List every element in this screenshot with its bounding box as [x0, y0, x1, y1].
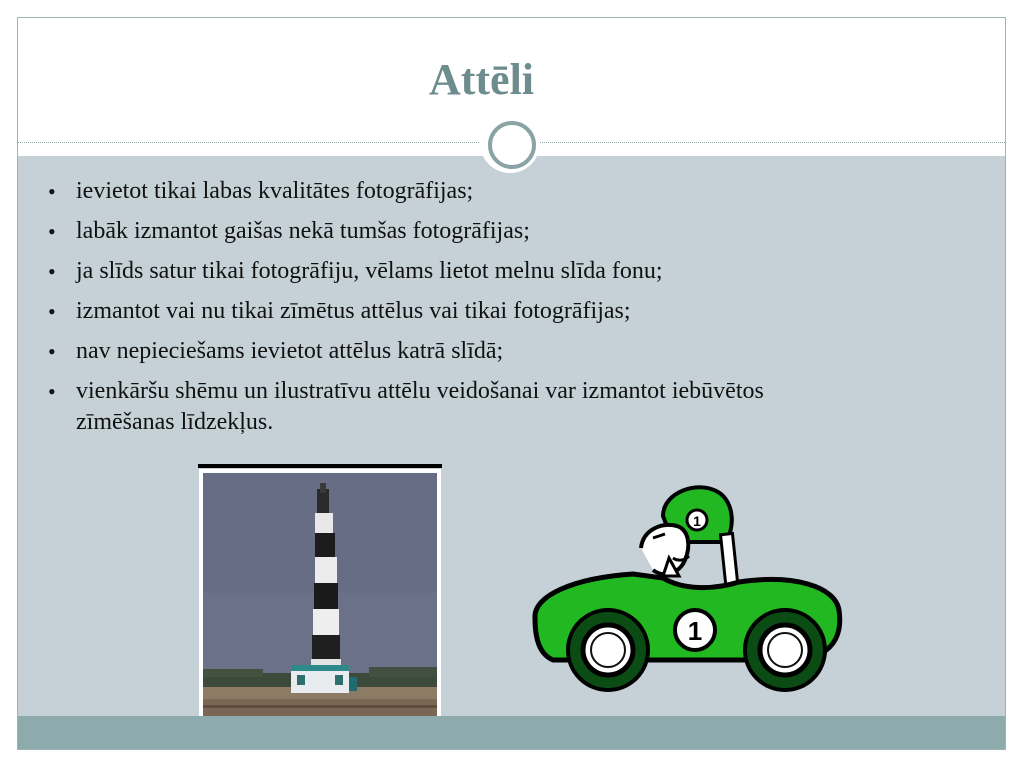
bullet-text: labāk izmantot gaišas nekā tumšas fotogrāfijas;	[76, 218, 530, 244]
bullet-text: ievietot tikai labas kvalitātes fotogrāfijas;	[76, 178, 474, 204]
bullet-dot-icon: •	[48, 219, 56, 244]
lighthouse-photo-icon	[199, 469, 441, 722]
race-car-clipart	[513, 478, 843, 718]
footer-bar	[18, 716, 1005, 750]
bullet-dot-icon: •	[48, 259, 56, 284]
bullet-dot-icon: •	[48, 379, 56, 404]
bullet-text: nav nepieciešams ievietot attēlus katrā slīdā;	[76, 338, 504, 364]
bullet-text: vienkāršu shēmu un ilustratīvu attēlu veidošanai var izmantot iebūvētos zīmēšanas līdzekļus.	[76, 378, 764, 435]
race-car-icon	[513, 478, 843, 718]
decorative-ring-icon	[488, 121, 536, 169]
bullet-dot-icon: •	[48, 179, 56, 204]
bullet-item	[48, 336, 868, 367]
slide-frame	[17, 17, 1006, 750]
bullet-item	[48, 216, 868, 247]
bullet-text: izmantot vai nu tikai zīmētus attēlus vai tikai fotogrāfijas;	[76, 298, 631, 324]
bullet-item	[48, 296, 868, 327]
bullet-text: ja slīds satur tikai fotogrāfiju, vēlams lietot melnu slīda fonu;	[76, 258, 663, 284]
bullet-item	[48, 376, 868, 438]
photo-top-border	[198, 464, 442, 468]
car-number: 1	[687, 616, 703, 646]
bullet-item	[48, 256, 868, 287]
bullet-list	[48, 176, 868, 447]
slide-title: Attēli	[428, 55, 535, 104]
bullet-dot-icon: •	[48, 299, 56, 324]
bullet-dot-icon: •	[48, 339, 56, 364]
lighthouse-photo	[199, 469, 441, 722]
helmet-number: 1	[693, 513, 701, 529]
bullet-item	[48, 176, 868, 207]
